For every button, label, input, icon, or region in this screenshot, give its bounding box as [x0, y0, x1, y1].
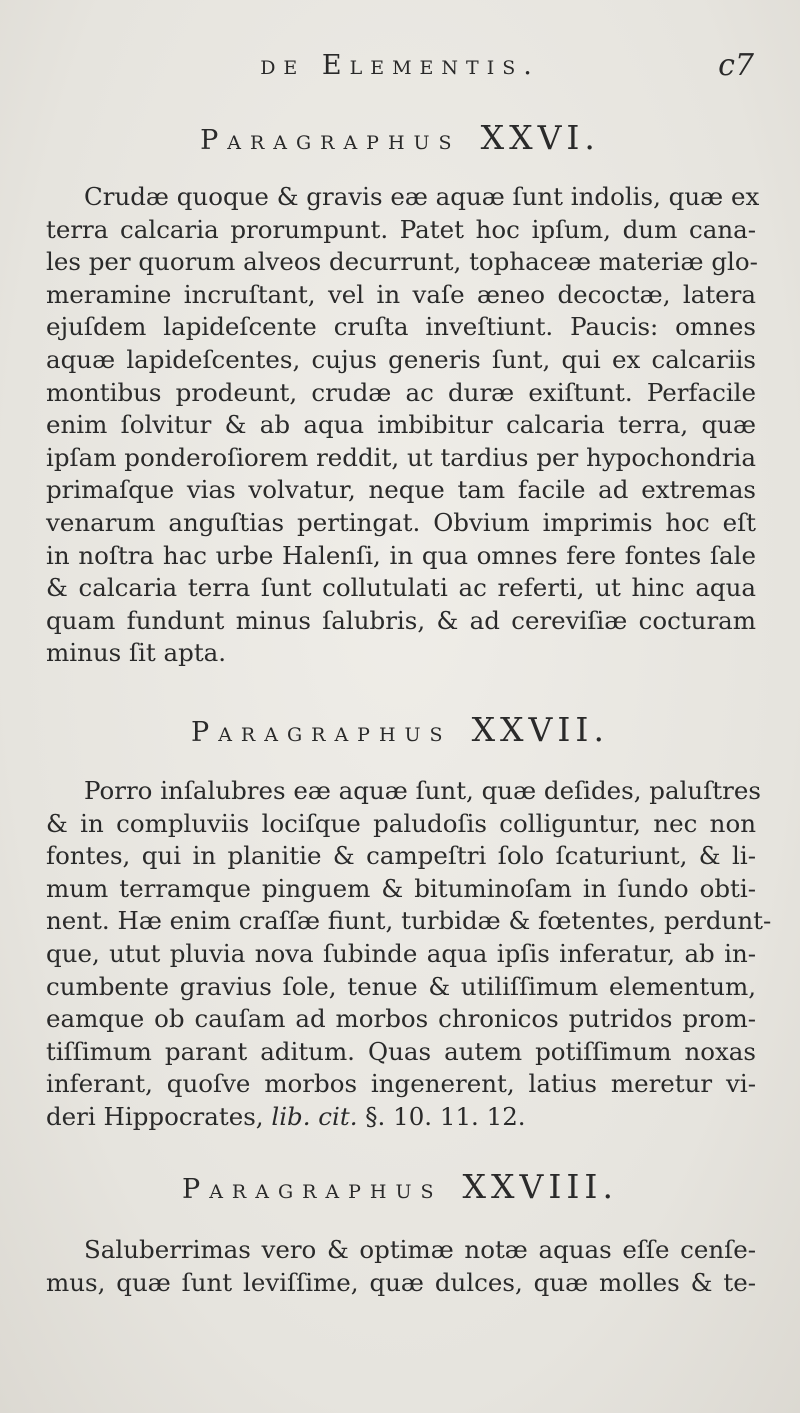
citation-italic: lib. cit. [271, 1101, 358, 1131]
text-line: terra calcaria prorumpunt. Patet hoc ipſum, dum cana- [46, 214, 756, 244]
text-line: cumbente gravius ſole, tenue & utiliſſimum elementum, [46, 971, 756, 1001]
text-line: inferant, quoſve morbos ingenerent, latius meretur vi- [46, 1069, 756, 1099]
paragraph-xxvi [46, 181, 760, 670]
text-line: Crudæ quoque & gravis eæ aquæ ſunt indolis, quæ ex [84, 182, 760, 211]
section-heading-xxviii [0, 1167, 800, 1206]
running-head: de Elementis. [260, 50, 540, 81]
text-line: eamque ob cauſam ad morbos chronicos putridos prom- [46, 1004, 756, 1034]
heading-word: Paragraphus [191, 717, 452, 748]
text-line: nent. Hæ enim craſſæ fiunt, turbidæ & fœtentes, perdunt- [46, 906, 772, 936]
text-line: mus, quæ ſunt leviſſime, quæ dulces, quæ molles & te- [46, 1267, 756, 1297]
text-line: Porro inſalubres eæ aquæ ſunt, quæ deſides, paluſtres [84, 776, 761, 805]
heading-word: Paragraphus [182, 1174, 443, 1205]
page-number: c7 [718, 48, 754, 83]
text-line: minus ſit apta. [46, 638, 227, 668]
text-line: & calcaria terra ſunt collutulati ac referti, ut hinc aqua [46, 573, 756, 603]
text-line: ipſam ponderoſiorem reddit, ut tardius per hypochondria [46, 442, 756, 472]
paragraph-xxviii [46, 1234, 756, 1299]
heading-word: Paragraphus [200, 125, 461, 156]
heading-number: XXVII. [471, 710, 609, 749]
text-line: & in compluviis lociſque paludoſis colliguntur, nec non [46, 808, 756, 838]
text-line: in noſtra hac urbe Halenſi, in qua omnes fere fontes ſale [46, 540, 756, 570]
text-line: fontes, qui in planitie & campeſtri ſolo ſcaturiunt, & li- [46, 841, 756, 871]
text-line: les per quorum alveos decurrunt, tophaceæ materiæ glo- [46, 247, 758, 277]
heading-number: XXVI. [480, 118, 600, 157]
text-line: meramine incruſtant, vel in vaſe æneo decoctæ, latera [46, 279, 756, 309]
text-line: mum terramque pinguem & bituminoſam in ſundo obti- [46, 873, 756, 903]
text-line: quam fundunt minus ſalubris, & ad cereviſiæ cocturam [46, 605, 756, 635]
section-heading-xxvi [0, 118, 800, 157]
text-line: primaſque vias volvatur, neque tam facile ad extremas [46, 475, 756, 505]
citation-suffix: §. 10. 11. 12. [357, 1101, 526, 1131]
text-line-citation [46, 1101, 756, 1134]
text-line: enim ſolvitur & ab aqua imbibitur calcaria terra, quæ [46, 410, 756, 440]
text-line: aquæ lapideſcentes, cujus generis ſunt, qui ex calcariis [46, 344, 756, 374]
text-line: ejuſdem lapideſcente cruſta inveſtiunt. Paucis: omnes [46, 312, 756, 342]
section-heading-xxvii [0, 710, 800, 749]
text-line: que, utut pluvia nova ſubinde aqua ipſis inferatur, ab in- [46, 938, 756, 968]
text-line: tiſſimum parant aditum. Quas autem potiſſimum noxas [46, 1036, 756, 1066]
paragraph-xxvii [46, 775, 772, 1134]
text-line: Saluberrimas vero & optimæ notæ aquas eſſe cenſe- [84, 1235, 756, 1264]
citation-prefix: deri Hippocrates, [46, 1101, 272, 1131]
text-line: venarum anguſtias pertingat. Obvium imprimis hoc eſt [46, 507, 756, 537]
text-line: montibus prodeunt, crudæ ac duræ exiſtunt. Perfacile [46, 377, 756, 407]
heading-number: XXVIII. [462, 1167, 618, 1206]
